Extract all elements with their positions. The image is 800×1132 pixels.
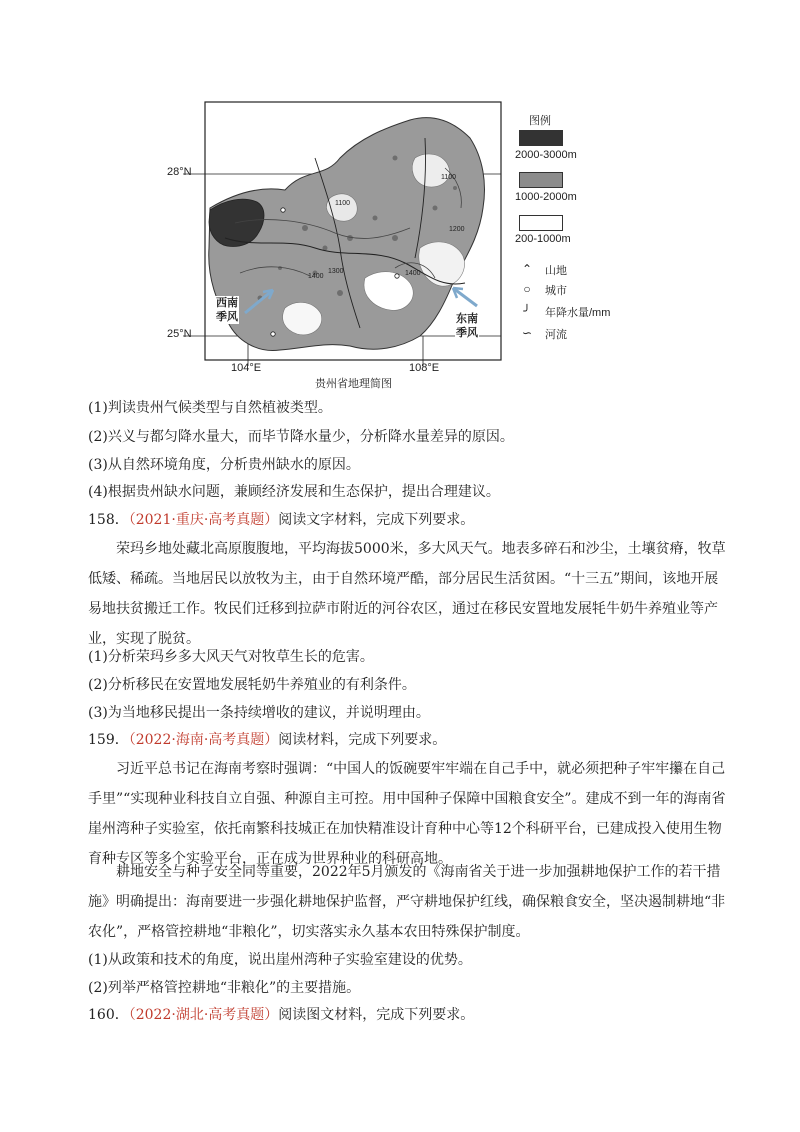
q160-source: （2022·湖北·高考真题）	[128, 1007, 279, 1023]
legend-swatch-low	[519, 215, 563, 231]
isoline-label: 1100	[441, 174, 457, 181]
q160-header	[88, 1005, 474, 1025]
city-icon: ○	[523, 282, 531, 296]
lat-25-label: 25°N	[167, 328, 192, 340]
legend-label-low: 200-1000m	[515, 233, 571, 245]
q159-header	[88, 730, 446, 750]
q158-source: （2021·重庆·高考真题）	[128, 512, 279, 528]
isoline-label: 1100	[335, 200, 351, 207]
q157-sub-2: (2)兴义与都匀降水量大，而毕节降水量少，分析降水量差异的原因。	[88, 429, 514, 445]
q158-instruction: 阅读文字材料，完成下列要求。	[278, 512, 475, 528]
southwest-monsoon-label: 西南 季风	[216, 297, 238, 323]
q158-sub-3: (3)为当地移民提出一条持续增收的建议，并说明理由。	[88, 705, 430, 721]
lon-104-label: 104°E	[231, 362, 262, 374]
q158-number: 158．	[88, 512, 129, 528]
q160-instruction: 阅读图文材料，完成下列要求。	[278, 1007, 475, 1023]
q158-sub-1: (1)分析荣玛乡多大风天气对牧草生长的危害。	[88, 649, 374, 665]
isoline-label: 1400	[308, 273, 324, 280]
legend-title: 图例	[529, 115, 551, 127]
isoline-label: 1400	[405, 270, 421, 277]
q159-sub-1: (1)从政策和技术的角度，说出崖州湾种子实验室建设的优势。	[88, 952, 472, 968]
q159-sub-2: (2)列举严格管控耕地“非粮化”的主要措施。	[88, 980, 361, 996]
legend-swatch-high	[519, 130, 563, 146]
lon-108-label: 108°E	[409, 362, 440, 374]
q157-sub-3: (3)从自然环境角度，分析贵州缺水的原因。	[88, 457, 360, 473]
map-caption: 贵州省地理简图	[315, 378, 392, 390]
q157-sub-1: (1)判读贵州气候类型与自然植被类型。	[88, 400, 332, 416]
q159-material-2: 耕地安全与种子安全同等重要，2022年5月颁发的《海南省关于进一步加强耕地保护工作的若干措施》明确提出：海南要进一步强化耕地保护监督，严守耕地保护红线，确保粮食安全，坚决遏制耕地“非农化”，严格管控耕地“非粮化”，切实落实永久基本农田特殊保护制度。	[88, 864, 726, 940]
q160-number: 160．	[88, 1007, 129, 1023]
lat-28-label: 28°N	[167, 166, 192, 178]
q159-material-1: 习近平总书记在海南考察时强调：“中国人的饭碗要牢牢端在自己手中，就必须把种子牢牢攥在自己手里”“实现种业科技自立自强、种源自主可控。用中国种子保障中国粮食安全”。建成不到一年的海南省崖州湾种子实验室，依托南繁科技城正在加快精准设计育种中心等12个科研平台，已建成投入使用生物育种专区等多个实验平台，正在成为世界种业的科研高地。	[88, 761, 726, 867]
q159-source: （2022·海南·高考真题）	[128, 732, 279, 748]
legend-label-mountain: 山地	[545, 265, 567, 277]
river-icon: ∽	[521, 326, 533, 340]
legend-label-city: 城市	[545, 285, 567, 297]
legend-label-rainfall: 年降水量/mm	[545, 307, 611, 319]
q159-instruction: 阅读材料，完成下列要求。	[278, 732, 447, 748]
legend-label-river: 河流	[545, 329, 567, 341]
legend-label-high: 2000-3000m	[515, 149, 577, 161]
guizhou-map-figure	[165, 98, 625, 390]
isoline-label: 1200	[449, 226, 465, 233]
rainfall-line-icon: ╯	[523, 304, 531, 318]
mountain-icon: ⌃	[521, 262, 533, 276]
q157-sub-4: (4)根据贵州缺水问题，兼顾经济发展和生态保护，提出合理建议。	[88, 484, 500, 500]
isoline-label: 1300	[328, 268, 344, 275]
q159-number: 159．	[88, 732, 129, 748]
legend-swatch-mid	[519, 172, 563, 188]
q158-header	[88, 510, 474, 530]
southeast-monsoon-label: 东南 季风	[456, 313, 478, 339]
q158-sub-2: (2)分析移民在安置地发展牦奶牛养殖业的有利条件。	[88, 677, 416, 693]
legend-label-mid: 1000-2000m	[515, 191, 577, 203]
q158-material: 荣玛乡地处藏北高原腹腹地，平均海拔5000米，多大风天气。地表多碎石和沙尘，土壤贫瘠，牧草低矮、稀疏。当地居民以放牧为主，由于自然环境严酷，部分居民生活贫困。“十三五”期间，该地开展易地扶贫搬迁工作。牧民们迁移到拉萨市附近的河谷农区，通过在移民安置地发展牦牛奶牛养殖业等产业，实现了脱贫。	[88, 541, 726, 647]
